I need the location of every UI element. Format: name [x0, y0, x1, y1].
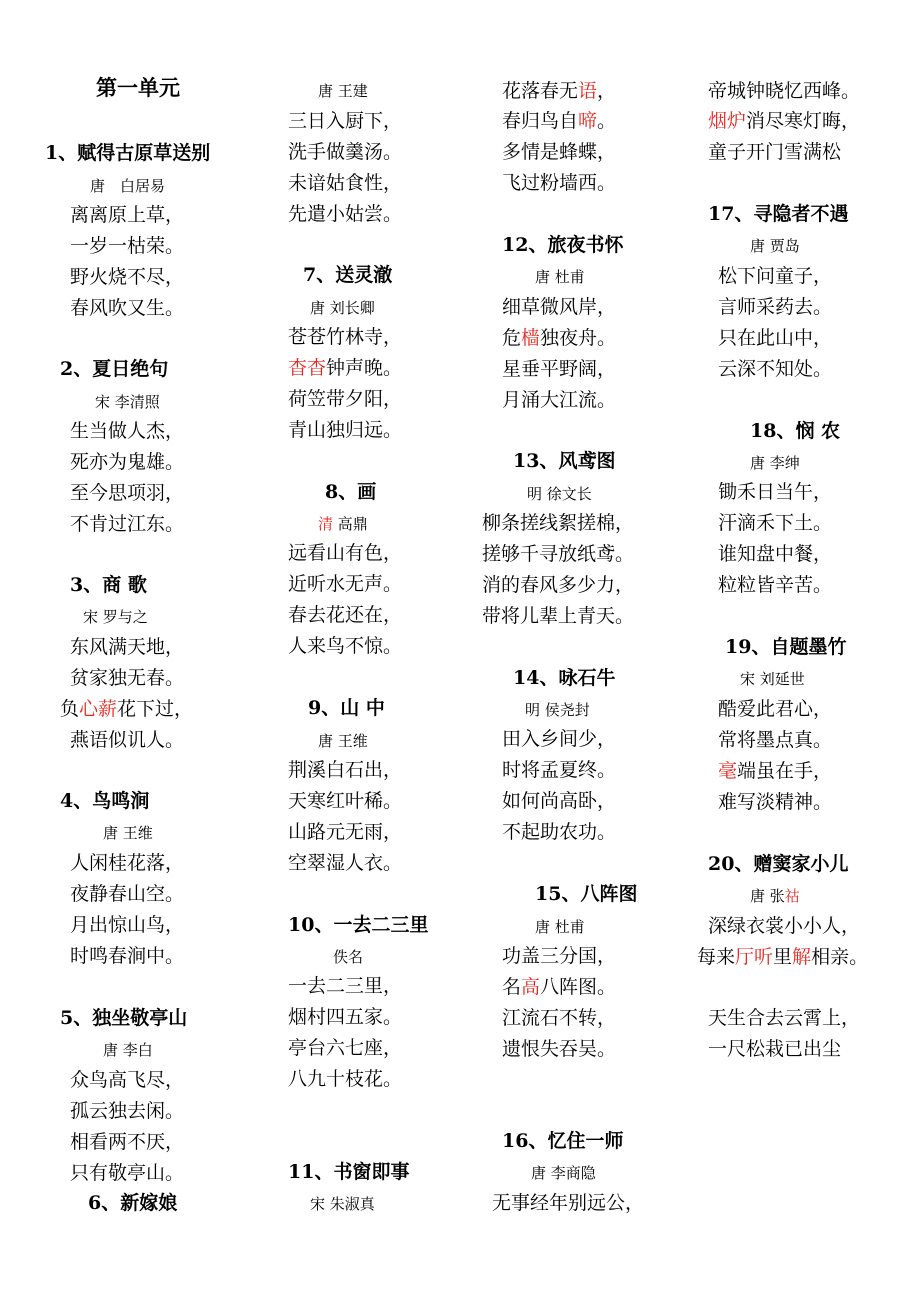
line-text: 春去花还在，: [288, 604, 403, 626]
poem-line: [718, 294, 832, 320]
line-text: 13、风鸢图: [513, 450, 616, 472]
line-text: 3、商 歌: [70, 574, 147, 596]
line-text: 不肯过江东。: [70, 513, 185, 535]
line-text: 11、书窗即事: [288, 1161, 410, 1183]
line-text: 唐 刘长卿: [310, 299, 375, 317]
line-text: 常将墨点真。: [718, 729, 833, 751]
line-text: 野火烧不尽，: [70, 266, 185, 288]
poem-line: [288, 1035, 402, 1061]
poem-author: [333, 944, 363, 970]
poem-title: [725, 634, 846, 660]
poem-line: [708, 78, 860, 104]
line-text: 带将儿辈上青天。: [482, 605, 635, 627]
poem-line: [70, 418, 184, 444]
poem-line: [502, 294, 616, 320]
poem-line: [718, 479, 832, 505]
line-text: 近听水无声。: [288, 573, 403, 595]
line-text: 酷爱此君心，: [718, 698, 833, 720]
line-text: 汗滴禾下土。: [718, 512, 833, 534]
line-text: 危: [502, 327, 522, 349]
poem-line: [502, 78, 616, 104]
line-text: 无事经年别远公，: [492, 1192, 645, 1214]
poem-line: [718, 356, 832, 382]
highlighted-text: 语: [578, 80, 598, 102]
poem-line: [70, 233, 184, 259]
line-text: 1、赋得古原草送别: [45, 142, 211, 164]
line-text: 明 徐文长: [527, 485, 592, 503]
highlighted-text: 高: [521, 976, 541, 998]
poem-line: [288, 1004, 402, 1030]
highlighted-text: 烟炉: [708, 110, 747, 132]
poem-line: [288, 170, 402, 196]
poem-title: [535, 881, 637, 907]
poem-line: [718, 727, 832, 753]
poem-line: [288, 201, 402, 227]
line-text: 春风吹又生。: [70, 297, 185, 319]
poem-line: [482, 541, 634, 567]
highlighted-text: 清: [318, 515, 334, 533]
poem-line: [502, 974, 616, 1000]
line-text: 月涌大江流。: [502, 389, 617, 411]
line-text: 宋 李清照: [95, 393, 160, 411]
poem-line: [718, 263, 832, 289]
poem-line: [502, 387, 616, 413]
line-text: 空翠湿人衣。: [288, 852, 403, 874]
line-text: 言师采药去。: [718, 296, 833, 318]
poem-line: [502, 943, 616, 969]
line-text: 时将孟夏终。: [502, 759, 617, 781]
poem-author: [103, 820, 153, 846]
line-text: 天寒红叶稀。: [288, 790, 403, 812]
line-text: 柳条搓线絮搓棉，: [482, 512, 635, 534]
line-text: 7、送灵澈: [303, 264, 393, 286]
poem-title: [45, 140, 210, 166]
line-text: 唐 杜甫: [535, 918, 585, 936]
poem-author: [531, 1160, 596, 1186]
poem-author: [535, 914, 585, 940]
line-text: 帝城钟晓忆西峰。: [708, 80, 861, 102]
line-text: 14、咏石牛: [513, 667, 616, 689]
line-text: 端虽在手，: [737, 760, 833, 782]
line-text: 独夜舟。: [540, 327, 617, 349]
line-text: 星垂平野阔，: [502, 358, 617, 380]
poem-line: [502, 788, 616, 814]
poem-title: [60, 356, 168, 382]
line-text: 佚名: [333, 948, 364, 966]
poem-line: [70, 1098, 184, 1124]
poem-author: [750, 883, 800, 909]
line-text: 月出惊山鸟，: [70, 914, 185, 936]
line-text: 荆溪白石出，: [288, 759, 403, 781]
line-text: 20、赠窦家小儿: [708, 853, 849, 875]
line-text: 死亦为鬼雄。: [70, 451, 185, 473]
line-text: 唐 王维: [103, 824, 153, 842]
poem-title: [502, 232, 623, 258]
line-text: 宋 刘延世: [740, 670, 805, 688]
highlighted-text: 祜: [784, 887, 800, 905]
poem-line: [502, 726, 616, 752]
line-text: 钟声晚。: [326, 357, 403, 379]
poem-line: [718, 510, 832, 536]
poem-title: [513, 448, 615, 474]
highlighted-text: 厅听: [735, 946, 774, 968]
poem-line: [502, 356, 616, 382]
line-text: 6、新嫁娘: [88, 1192, 178, 1214]
poem-line: [482, 510, 634, 536]
line-text: 只有敬亭山。: [70, 1162, 185, 1184]
line-text: 里: [773, 946, 793, 968]
poem-line: [70, 1129, 184, 1155]
poem-line: [70, 727, 184, 753]
line-text: 唐 白居易: [90, 177, 166, 195]
line-text: 深绿衣裳小小人，: [708, 915, 861, 937]
line-text: 未谙姑食性，: [288, 172, 403, 194]
poem-line: [502, 1036, 616, 1062]
line-text: 唐 李绅: [750, 454, 800, 472]
line-text: 粒粒皆辛苦。: [718, 574, 833, 596]
poem-line: [482, 603, 634, 629]
line-text: 苍苍竹林寺，: [288, 326, 403, 348]
poem-title: [303, 262, 392, 288]
line-text: 八阵图。: [540, 976, 617, 998]
poem-line: [288, 757, 402, 783]
line-text: 远看山有色，: [288, 542, 403, 564]
poem-author: [750, 233, 800, 259]
poem-line: [70, 634, 184, 660]
poem-line: [502, 139, 616, 165]
line-text: 童子开门雪满松: [708, 141, 842, 163]
line-text: 花下过，: [117, 698, 194, 720]
line-text: 松下问童子，: [718, 265, 833, 287]
poem-author: [318, 728, 368, 754]
line-text: 负: [60, 698, 80, 720]
line-text: 燕语似讥人。: [70, 729, 185, 751]
line-text: 18、悯 农: [750, 420, 841, 442]
poem-author: [740, 666, 805, 692]
line-text: 众鸟高飞尽，: [70, 1069, 185, 1091]
highlighted-text: 樯: [521, 327, 541, 349]
poem-line: [708, 1005, 860, 1031]
highlighted-text: 解: [792, 946, 812, 968]
poem-title: [750, 418, 840, 444]
poem-line: [60, 696, 193, 722]
poem-author: [318, 78, 368, 104]
line-text: 明 侯尧封: [525, 701, 590, 719]
poem-line: [697, 944, 868, 970]
poem-line: [70, 480, 184, 506]
highlighted-text: 啼: [578, 110, 598, 132]
poem-title: [308, 695, 385, 721]
line-text: 只在此山中，: [718, 327, 833, 349]
poem-title: [513, 665, 615, 691]
line-text: 天生合去云霄上，: [708, 1007, 861, 1029]
line-text: 先遣小姑尝。: [288, 203, 403, 225]
line-text: 19、自题墨竹: [725, 636, 847, 658]
poem-line: [288, 571, 402, 597]
poem-line: [288, 540, 402, 566]
poem-line: [492, 1190, 644, 1216]
poem-line: [288, 973, 402, 999]
poem-line: [718, 789, 832, 815]
line-text: 15、八阵图: [535, 883, 638, 905]
line-text: 难写淡精神。: [718, 791, 833, 813]
line-text: 人来鸟不惊。: [288, 635, 403, 657]
poem-line: [718, 572, 832, 598]
line-text: 消尽寒灯晦，: [746, 110, 861, 132]
line-text: 唐 李商隐: [531, 1164, 596, 1182]
line-text: 一去二三里，: [288, 975, 403, 997]
poem-line: [288, 633, 402, 659]
line-text: 唐 王维: [318, 732, 368, 750]
poem-line: [70, 295, 184, 321]
poem-line: [502, 170, 616, 196]
poem-line: [70, 511, 184, 537]
line-text: 谁知盘中餐，: [718, 543, 833, 565]
line-text: 贫家独无春。: [70, 667, 185, 689]
line-text: 青山独归远。: [288, 419, 403, 441]
poem-title: [288, 1159, 409, 1185]
poem-line: [288, 602, 402, 628]
poem-line: [288, 1066, 402, 1092]
poem-line: [288, 108, 402, 134]
line-text: 遗恨失吞吴。: [502, 1038, 617, 1060]
poem-line: [718, 325, 832, 351]
line-text: 9、山 中: [308, 697, 385, 719]
line-text: 孤云独去闲。: [70, 1100, 185, 1122]
line-text: 山路元无雨，: [288, 821, 403, 843]
line-text: 高鼎: [333, 515, 368, 533]
poem-author: [318, 511, 368, 537]
poem-line: [718, 696, 832, 722]
line-text: 人闲桂花落，: [70, 852, 185, 874]
poem-title: [288, 912, 428, 938]
line-text: 夜静春山空。: [70, 883, 185, 905]
line-text: 唐 贾岛: [750, 237, 800, 255]
highlighted-text: 杳杳: [288, 357, 327, 379]
poem-line: [70, 1067, 184, 1093]
poem-line: [70, 449, 184, 475]
line-text: 烟村四五家。: [288, 1006, 403, 1028]
poem-line: [708, 913, 860, 939]
line-text: 一尺松栽已出尘: [708, 1038, 842, 1060]
line-text: 消的春风多少力，: [482, 574, 635, 596]
poem-author: [535, 264, 585, 290]
poem-line: [708, 1036, 841, 1062]
line-text: 相看两不厌，: [70, 1131, 185, 1153]
line-text: 名: [502, 976, 522, 998]
line-text: 搓够千寻放纸鸢。: [482, 543, 635, 565]
line-text: 唐 李白: [103, 1041, 153, 1059]
poem-title: [60, 1005, 187, 1031]
poem-title: [708, 201, 848, 227]
poem-title: [60, 788, 149, 814]
poem-line: [70, 912, 184, 938]
poem-author: [103, 1037, 153, 1063]
poem-line: [288, 819, 402, 845]
poem-author: [310, 1191, 375, 1217]
line-text: 一岁一枯荣。: [70, 235, 185, 257]
line-text: 多情是蜂蝶，: [502, 141, 617, 163]
line-text: 宋 罗与之: [83, 608, 148, 626]
poem-line: [288, 355, 402, 381]
highlighted-text: 心薪: [79, 698, 118, 720]
line-text: 飞过粉墙西。: [502, 172, 617, 194]
poem-line: [288, 139, 402, 165]
poem-author: [525, 697, 590, 723]
line-text: 8、画: [325, 481, 377, 503]
line-text: 锄禾日当午，: [718, 481, 833, 503]
line-text: 春归鸟自: [502, 110, 579, 132]
line-text: 。: [597, 110, 617, 132]
poem-author: [310, 295, 375, 321]
poem-line: [482, 572, 634, 598]
poem-author: [90, 173, 165, 199]
poem-title: [325, 479, 376, 505]
line-text: 花落春无: [502, 80, 579, 102]
line-text: 时鸣春涧中。: [70, 945, 185, 967]
line-text: 亭台六七座，: [288, 1037, 403, 1059]
line-text: 洗手做羹汤。: [288, 141, 403, 163]
line-text: 12、旅夜书怀: [502, 234, 624, 256]
poem-line: [70, 264, 184, 290]
line-text: 细草微风岸，: [502, 296, 617, 318]
poem-line: [718, 758, 832, 784]
poem-line: [288, 850, 402, 876]
poem-title: [708, 851, 848, 877]
line-text: 16、忆住一师: [502, 1130, 624, 1152]
line-text: 2、夏日绝句: [60, 358, 169, 380]
poem-title: [88, 1190, 177, 1216]
poem-line: [288, 386, 402, 412]
unit-title: 第一单元: [96, 75, 180, 100]
line-text: 八九十枝花。: [288, 1068, 403, 1090]
line-text: 4、鸟鸣涧: [60, 790, 150, 812]
line-text: 不起助农功。: [502, 821, 617, 843]
poem-line: [718, 541, 832, 567]
line-text: 离离原上草，: [70, 204, 185, 226]
line-text: 田入乡间少，: [502, 728, 617, 750]
poem-line: [288, 324, 402, 350]
line-text: 每来: [697, 946, 736, 968]
poem-line: [70, 1160, 184, 1186]
line-text: 宋 朱淑真: [310, 1195, 375, 1213]
line-text: 生当做人杰，: [70, 420, 185, 442]
line-text: 功盖三分国，: [502, 945, 617, 967]
poem-line: [708, 108, 860, 134]
highlighted-text: 毫: [718, 760, 738, 782]
poem-author: [95, 389, 160, 415]
poem-author: [527, 481, 592, 507]
poem-line: [502, 1005, 616, 1031]
line-text: 10、一去二三里: [288, 914, 429, 936]
poem-line: [70, 881, 184, 907]
poem-line: [288, 788, 402, 814]
poem-author: [83, 604, 148, 630]
line-text: 如何尚高卧，: [502, 790, 617, 812]
poem-line: [288, 417, 402, 443]
poem-title: [502, 1128, 623, 1154]
poem-author: [750, 450, 800, 476]
poem-line: [502, 757, 616, 783]
line-text: 5、独坐敬亭山: [60, 1007, 188, 1029]
line-text: 唐 张: [750, 887, 785, 905]
line-text: 唐 杜甫: [535, 268, 585, 286]
line-text: 三日入厨下，: [288, 110, 403, 132]
poem-line: [70, 665, 184, 691]
line-text: 东风满天地，: [70, 636, 185, 658]
line-text: ，: [597, 80, 617, 102]
line-text: 荷笠带夕阳，: [288, 388, 403, 410]
poem-line: [70, 850, 184, 876]
poem-line: [502, 819, 616, 845]
line-text: 相亲。: [811, 946, 869, 968]
line-text: 云深不知处。: [718, 358, 833, 380]
poem-line: [70, 202, 184, 228]
poem-line: [502, 108, 616, 134]
poem-title: [70, 572, 147, 598]
line-text: 唐 王建: [318, 82, 368, 100]
line-text: 江流石不转，: [502, 1007, 617, 1029]
poem-line: [70, 943, 184, 969]
line-text: 至今思项羽，: [70, 482, 185, 504]
poem-line: [502, 325, 616, 351]
line-text: 17、寻隐者不遇: [708, 203, 849, 225]
poem-line: [708, 139, 841, 165]
